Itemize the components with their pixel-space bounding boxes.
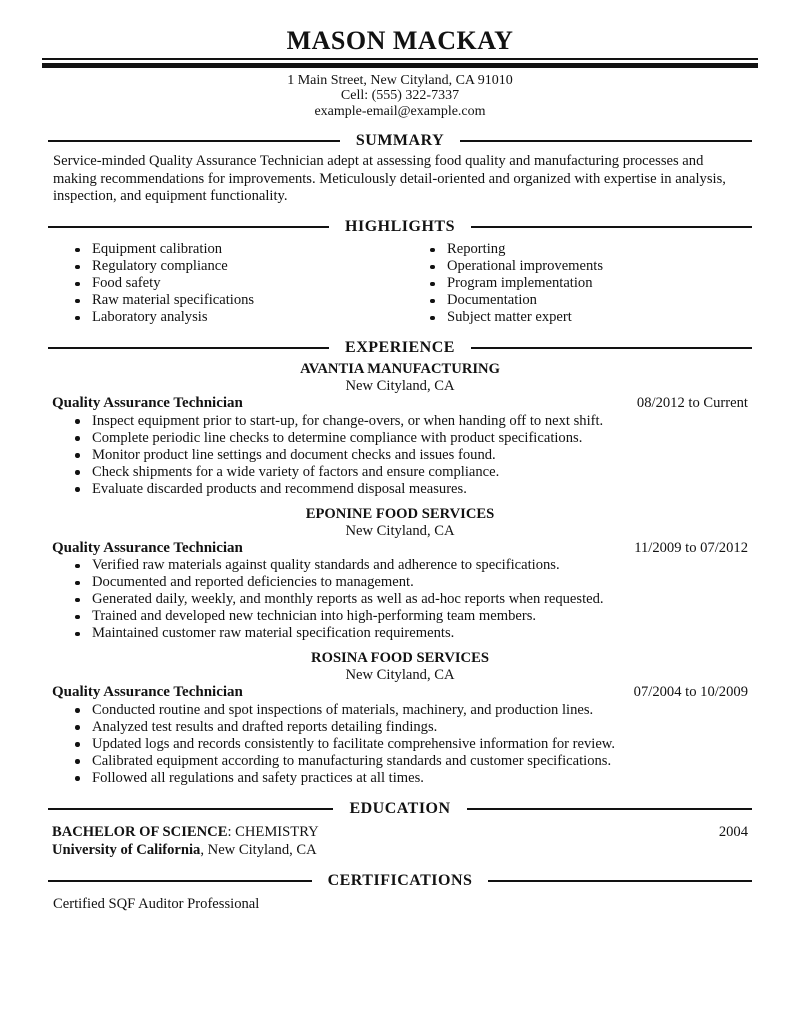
highlight-item: Program implementation bbox=[425, 275, 760, 292]
job-title: Quality Assurance Technician bbox=[52, 539, 243, 556]
section-header-certifications bbox=[48, 872, 752, 890]
highlight-item: Reporting bbox=[425, 241, 760, 258]
job-bullet-item: Maintained customer raw material specification requirements. bbox=[70, 625, 760, 642]
education-degree-row bbox=[52, 823, 748, 841]
section-rule-left bbox=[48, 808, 333, 810]
degree-year: 2004 bbox=[718, 823, 748, 840]
certification-item: Certified SQF Auditor Professional bbox=[53, 895, 260, 912]
header-double-rule bbox=[42, 58, 758, 68]
section-header-education bbox=[48, 800, 752, 818]
summary-text: Service-minded Quality Assurance Technician adept at assessing food quality and manufacturing processes and making recommendations for improvements. Meticulously detail-oriented and organized with expertise in analysis, inspection, and equipment functionality. bbox=[53, 153, 726, 205]
section-rule-left bbox=[48, 226, 329, 228]
section-rule-right bbox=[471, 347, 752, 349]
certifications-list bbox=[53, 896, 747, 913]
job-bullet-item: Monitor product line settings and document checks and issues found. bbox=[70, 447, 760, 464]
job-bullet-item: Evaluate discarded products and recommend disposal measures. bbox=[70, 481, 760, 498]
job-company: EPONINE FOOD SERVICES bbox=[305, 505, 495, 522]
highlights-list-right bbox=[400, 241, 760, 326]
section-header-experience bbox=[48, 339, 752, 357]
job-bullets bbox=[40, 413, 760, 498]
school-line bbox=[52, 841, 317, 859]
job-bullet-item: Updated logs and records consistently to facilitate comprehensive information for review. bbox=[70, 736, 760, 753]
job-entry bbox=[40, 361, 760, 498]
job-bullet-item: Analyzed test results and drafted reports detailing findings. bbox=[70, 719, 760, 736]
highlight-item: Laboratory analysis bbox=[70, 309, 400, 326]
job-bullet-item: Inspect equipment prior to start-up, for change-overs, or when handing off to next shift. bbox=[70, 413, 760, 430]
section-rule-right bbox=[467, 808, 752, 810]
header-rule-thin bbox=[42, 58, 758, 60]
job-dates: 08/2012 to Current bbox=[636, 395, 748, 412]
section-rule-right bbox=[471, 226, 752, 228]
degree-line bbox=[52, 823, 319, 841]
section-title-summary: SUMMARY bbox=[355, 132, 445, 150]
degree-major: : CHEMISTRY bbox=[227, 823, 319, 840]
job-bullet-item: Followed all regulations and safety practices at all times. bbox=[70, 770, 760, 787]
highlight-item: Regulatory compliance bbox=[70, 258, 400, 275]
section-header-highlights bbox=[48, 218, 752, 236]
job-location: New Cityland, CA bbox=[345, 667, 455, 684]
contact-phone: Cell: (555) 322-7337 bbox=[340, 88, 460, 104]
section-rule-right bbox=[460, 140, 752, 142]
contact-block bbox=[40, 73, 760, 119]
highlight-item: Food safety bbox=[70, 275, 400, 292]
job-entry bbox=[40, 506, 760, 643]
highlight-item: Documentation bbox=[425, 292, 760, 309]
job-dates: 11/2009 to 07/2012 bbox=[634, 539, 748, 556]
job-bullets bbox=[40, 702, 760, 787]
contact-address: 1 Main Street, New Cityland, CA 91010 bbox=[287, 73, 513, 88]
highlight-item: Raw material specifications bbox=[70, 292, 400, 309]
job-title: Quality Assurance Technician bbox=[52, 684, 243, 701]
job-bullet-item: Verified raw materials against quality standards and adherence to specifications. bbox=[70, 557, 760, 574]
section-rule-left bbox=[48, 880, 312, 882]
job-entry bbox=[40, 650, 760, 787]
section-title-certifications: CERTIFICATIONS bbox=[327, 871, 473, 889]
highlight-item: Equipment calibration bbox=[70, 241, 400, 258]
section-rule-right bbox=[488, 880, 752, 882]
section-title-highlights: HIGHLIGHTS bbox=[345, 218, 455, 236]
job-title-row bbox=[52, 540, 748, 558]
job-location: New Cityland, CA bbox=[345, 522, 455, 539]
school-name: University of California bbox=[52, 841, 201, 858]
job-bullet-item: Complete periodic line checks to determine compliance with product specifications. bbox=[70, 430, 760, 447]
job-bullet-item: Conducted routine and spot inspections of materials, machinery, and production lines. bbox=[70, 702, 760, 719]
section-title-experience: EXPERIENCE bbox=[345, 339, 455, 357]
job-bullet-item: Calibrated equipment according to manufacturing standards and customer specifications. bbox=[70, 753, 760, 770]
highlights-columns bbox=[40, 241, 760, 326]
degree-name: BACHELOR OF SCIENCE bbox=[52, 823, 228, 840]
job-company: ROSINA FOOD SERVICES bbox=[311, 650, 489, 667]
section-rule-left bbox=[48, 347, 329, 349]
job-title-row bbox=[52, 395, 748, 413]
header-rule-thick bbox=[42, 63, 758, 68]
job-company: AVANTIA MANUFACTURING bbox=[300, 361, 500, 378]
job-dates: 07/2004 to 10/2009 bbox=[633, 684, 748, 701]
section-title-education: EDUCATION bbox=[349, 799, 451, 817]
highlights-list-left bbox=[40, 241, 400, 326]
job-bullets bbox=[40, 557, 760, 642]
job-bullet-item: Documented and reported deficiencies to management. bbox=[70, 574, 760, 591]
candidate-name: MASON MACKAY bbox=[286, 26, 514, 55]
job-bullet-item: Trained and developed new technician into high-performing team members. bbox=[70, 608, 760, 625]
job-title-row bbox=[52, 684, 748, 702]
section-rule-left bbox=[48, 140, 340, 142]
section-header-summary bbox=[48, 132, 752, 150]
education-school-row bbox=[52, 841, 748, 859]
job-bullet-item: Check shipments for a wide variety of factors and ensure compliance. bbox=[70, 464, 760, 481]
school-location: , New Cityland, CA bbox=[200, 841, 317, 858]
job-location: New Cityland, CA bbox=[345, 378, 455, 395]
contact-email: example-email@example.com bbox=[314, 103, 486, 119]
highlight-item: Subject matter expert bbox=[425, 309, 760, 326]
job-title: Quality Assurance Technician bbox=[52, 395, 243, 412]
highlight-item: Operational improvements bbox=[425, 258, 760, 275]
experience-jobs bbox=[40, 361, 760, 787]
job-bullet-item: Generated daily, weekly, and monthly reports as well as ad-hoc reports when requested. bbox=[70, 591, 760, 608]
